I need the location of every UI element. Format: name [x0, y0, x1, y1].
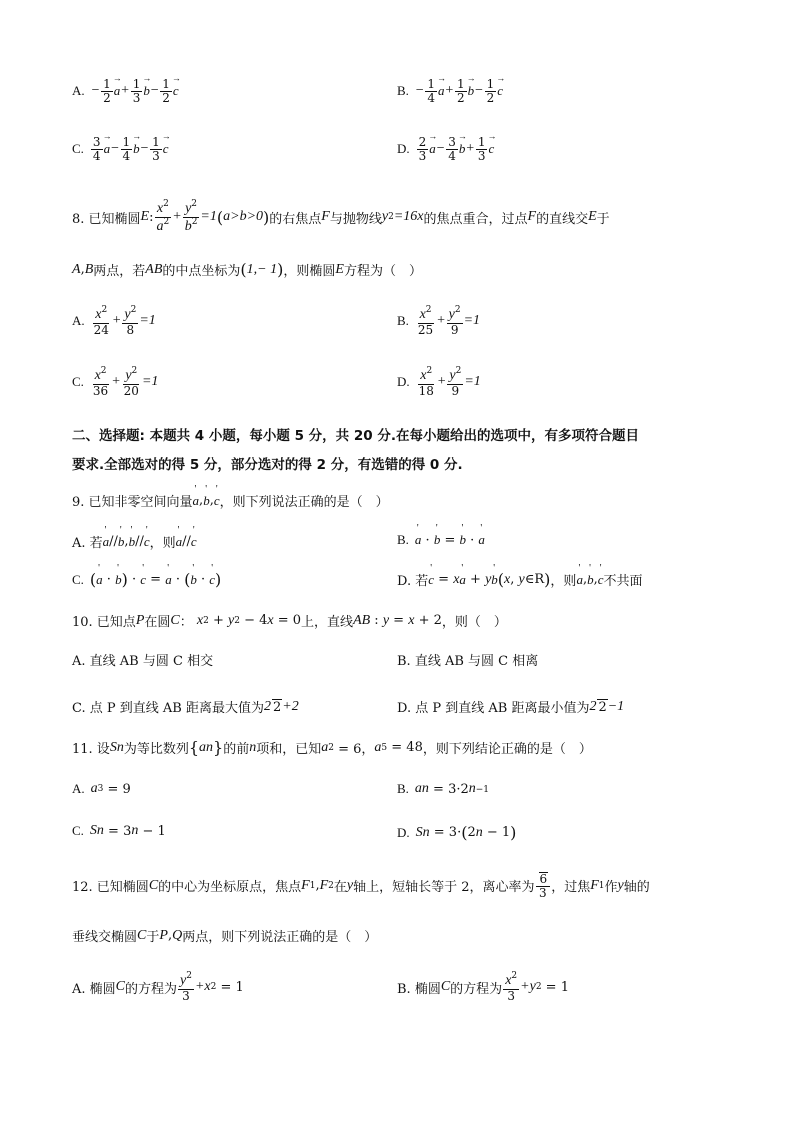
q8-option-c: C. $\frac{x^2}{36}$ + $\frac{y^2}{20}$ =1: [72, 366, 159, 398]
q12-stem-line2: 垂线交椭圆 C 于 P , Q 两点，则下列说法正确的是（ ）: [72, 927, 378, 945]
q10-stem: 10. 已知点 P 在圆 C ： x 2 + y 2 − 4 x = 0 上，直线 AB : y = x + 2 ，则（ ）: [72, 612, 507, 630]
q7-option-b: B. − $\frac{1}{4}$ → a + $\frac{1}{2}$ → b − $\frac{1}{2}$ → c: [397, 78, 503, 104]
q7-option-a: A. − $\frac{1}{2}$ → a + $\frac{1}{3}$ → b − $\frac{1}{2}$ → c: [72, 78, 179, 104]
q9-option-b: B. ' a · ' b = ' b · ' a: [397, 532, 485, 548]
q7-option-d: D. $\frac{2}{3}$ → a − $\frac{3}{4}$ → b + $\frac{1}{3}$ → c: [397, 136, 494, 162]
q9-option-c: C. ( ' a · ' b ) · ' c = ' a · ( ' b · ' c ): [72, 570, 221, 589]
q11-option-d: D. S n = 3· ( 2 n − 1 ): [397, 823, 517, 842]
q8-option-d: D. $\frac{x^2}{18}$ + $\frac{y^2}{9}$ =1: [397, 366, 481, 398]
q8-stem-line2: A , B 两点，若 AB 的中点坐标为 ( 1,− 1 ) ，则椭圆 E 方程为（ ）: [72, 260, 422, 279]
q10-option-d: D. 点 P 到直线 AB 距离最小值为 2 2 −1: [397, 698, 625, 716]
q10-option-c: C. 点 P 到直线 AB 距离最大值为 2 2 +2: [72, 698, 299, 716]
q8-option-a: A. $\frac{x^2}{24}$ + $\frac{y^2}{8}$ =1: [72, 305, 156, 337]
q12-option-b: B. 椭圆 C 的方程为 $\frac{x^2}{3}$ + y 2 = 1: [397, 971, 569, 1003]
q9-option-a: A. 若 ' a // ' b , ' b // ' c ，则 ' a // ' c: [72, 532, 197, 551]
q9-option-d: D. 若 ' c = x ' a + y ' b ( x , y ∈R ) ，则 ' a , ' b , ' c 不共面: [397, 570, 643, 589]
q11-option-a: A. a 3 = 9: [72, 781, 131, 797]
q11-option-b: B. a n = 3·2 n−1: [397, 781, 490, 797]
q8-option-b: B. $\frac{x^2}{25}$ + $\frac{y^2}{9}$ =1: [397, 305, 481, 337]
q8-stem-line1: 8. 已知椭圆 E : $\frac{x^2}{a^2}$ + $\frac{y^2}{b^2}$ =1 ( a > b >0 ) 的右焦点 F 与抛物线 y 2 =16 x 的焦点重合，过点 F 的直线交 E 于: [72, 199, 610, 234]
q9-stem: 9. 已知非零空间向量 ' a , ' b , ' c ，则下列说法正确的是（ ）: [72, 491, 732, 510]
q12-option-a: A. 椭圆 C 的方程为 $\frac{y^2}{3}$ + x 2 = 1: [72, 971, 244, 1003]
q10-option-b: B. 直线 AB 与圆 C 相离: [397, 654, 539, 669]
section2-heading-line2: 要求.全部选对的得 5 分，部分选对的得 2 分，有选错的得 0 分.: [72, 457, 463, 473]
q11-option-c: C. S n = 3 n − 1: [72, 823, 166, 839]
q7-option-c: C. $\frac{3}{4}$ → a − $\frac{1}{4}$ → b − $\frac{1}{3}$ → c: [72, 136, 169, 162]
q10-option-a: A. 直线 AB 与圆 C 相交: [72, 654, 214, 669]
q11-stem: 11. 设 S n 为等比数列 { a n } 的前 n 项和，已知 a 2 = 6， a 5 = 48 ，则下列结论正确的是（ ）: [72, 738, 592, 757]
section2-heading-line1: 二、选择题: 本题共 4 小题，每小题 5 分，共 20 分.在每小题给出的选项中，有多项符合题目: [72, 428, 639, 444]
q12-stem-line1: 12. 已知椭圆 C 的中心为坐标原点，焦点 F 1 , F 2 在 y 轴上，短轴长等于 2，离心率为 $\frac{6}{3}$ ，过焦 F 1 作 y 轴的: [72, 872, 650, 900]
